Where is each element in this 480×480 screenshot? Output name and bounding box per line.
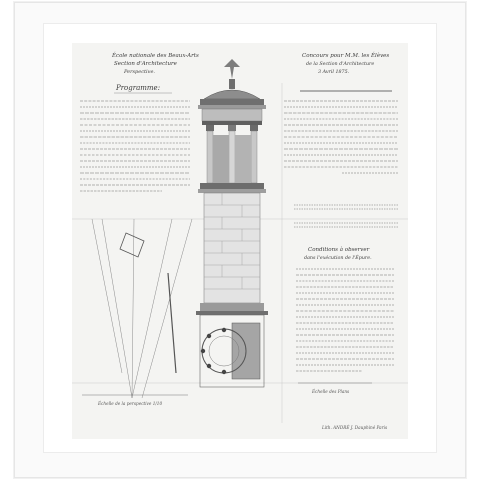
scale-label-left: Échelle de la perspective 1/10 [98,401,163,406]
architectural-print [72,43,408,439]
monument-elevation [196,59,268,387]
right-text-lines [284,91,398,227]
header-left-line-3: Perspective. [124,69,155,75]
conditions-subtitle-1: Conditions à observer [308,247,370,253]
header-right-line-2: de la Section d'Architecture [306,62,375,67]
perspective-construction [92,219,192,398]
blueprint-drawing [72,43,408,439]
header-left-line-1: École nationale des Beaux-Arts [112,53,199,59]
conditions-text-lines [296,269,394,371]
header-right-line-1: Concours pour M.M. les Élèves [302,53,390,59]
header-right-line-3: 3 Avril 1875. [318,70,350,75]
conditions-subtitle-2: dans l'exécution de l'Épure. [304,256,372,261]
lithographer-imprint: Lith. ANDRÉ J. Dauphiné Paris [322,425,388,430]
header-left-line-2: Section d'Architecture [114,61,177,67]
programme-text-lines [80,101,190,191]
programme-title: Programme: [116,84,161,92]
scale-label-right: Échelle des Plans [312,389,350,394]
